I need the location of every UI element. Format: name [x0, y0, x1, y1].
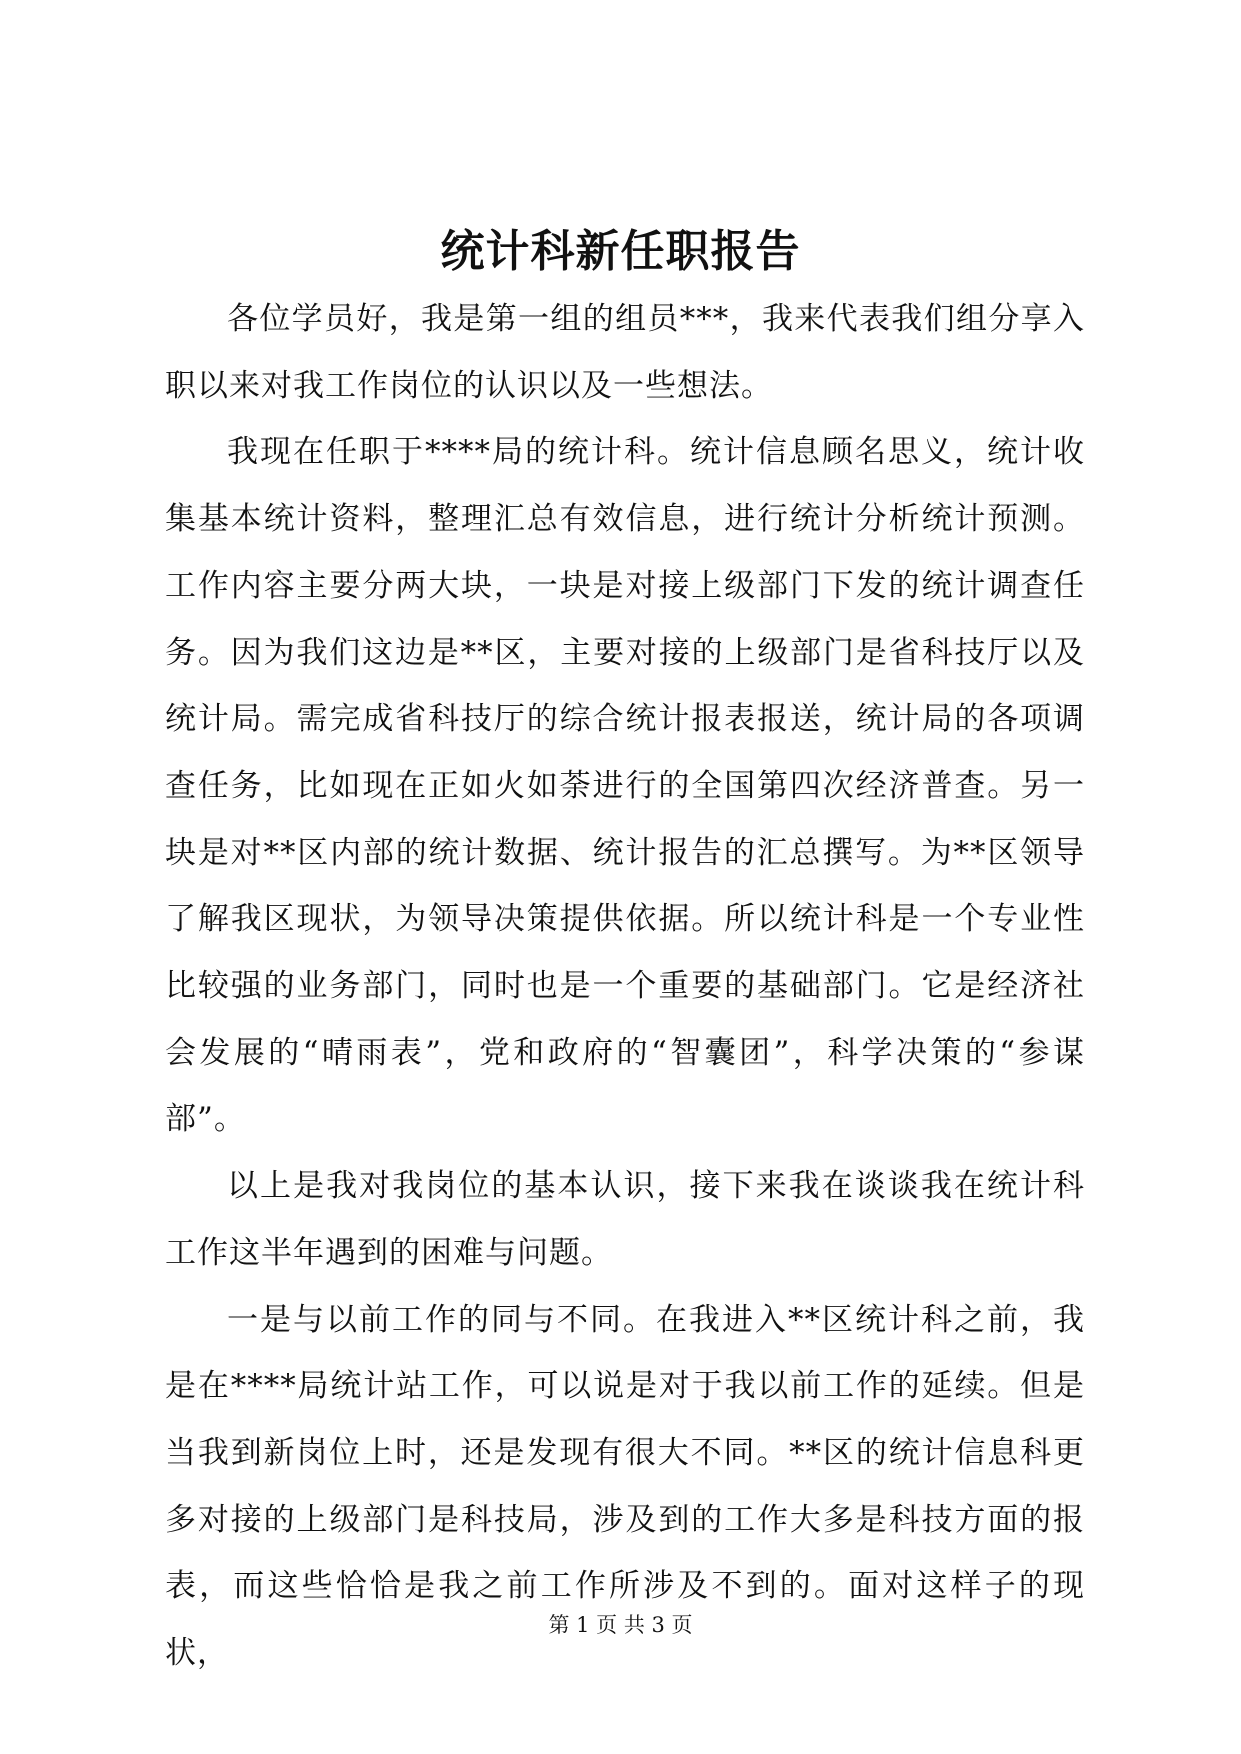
paragraph-4: 一是与以前工作的同与不同。在我进入**区统计科之前，我是在****局统计站工作，可以说是对于我以前工作的延续。但是当我到新岗位上时，还是发现有很大不同。**区的统计信息科更多对接的上级部门是科技局，涉及到的工作大多是科技方面的报表，而这些恰恰是我之前工作所涉及不到的。面对这样子的现状，: [165, 1301, 1085, 1672]
paragraph-1: 各位学员好，我是第一组的组员***，我来代表我们组分享入职以来对我工作岗位的认识以及一些想法。: [165, 301, 1085, 404]
document-title: 统计科新任职报告: [440, 226, 801, 277]
page-footer: 第 1 页 共 3 页: [548, 1613, 693, 1637]
document-body: [165, 286, 1085, 1687]
paragraph-3: 以上是我对我岗位的基本认识，接下来我在谈谈我在统计科工作这半年遇到的困难与问题。: [165, 1168, 1085, 1271]
paragraph-2: 我现在任职于****局的统计科。统计信息顾名思义，统计收集基本统计资料，整理汇总有效信息，进行统计分析统计预测。工作内容主要分两大块，一块是对接上级部门下发的统计调查任务。因为我们这边是**区，主要对接的上级部门是省科技厅以及统计局。需完成省科技厅的综合统计报表报送，统计局的各项调查任务，比如现在正如火如荼进行的全国第四次经济普查。另一块是对**区内部的统计数据、统计报告的汇总撰写。为**区领导了解我区现状，为领导决策提供依据。所以统计科是一个专业性比较强的业务部门，同时也是一个重要的基础部门。它是经济社会发展的“晴雨表”，党和政府的“智囊团”，科学决策的“参谋部”。: [165, 434, 1085, 1138]
